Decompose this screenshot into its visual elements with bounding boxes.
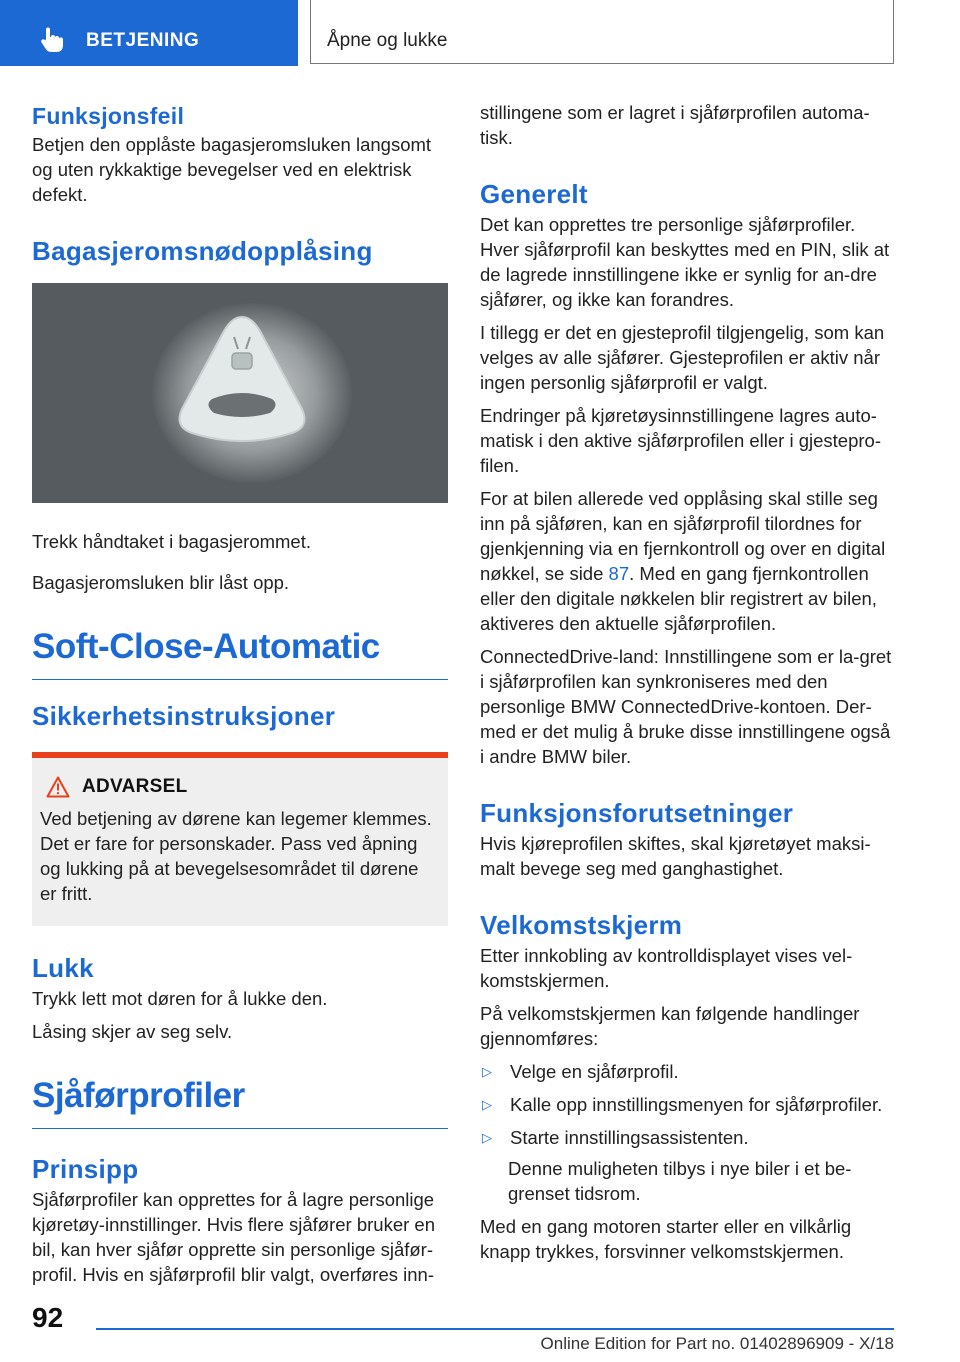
list-item-text: Starte innstillingsassistenten.: [510, 1127, 749, 1148]
page-reference-link[interactable]: 87: [608, 563, 630, 584]
warning-header: [46, 776, 440, 798]
emergency-step-2: Bagasjeromsluken blir låst opp.: [32, 572, 290, 593]
emergency-heading: Bagasjeromsnødopplåsing: [32, 236, 373, 266]
general-paragraph-1: Det kan opprettes tre personlige sjåførprofiler. Hver sjåførprofil kan beskyttes med en PIN, slik at de lagrede innstillingene ikke er synlig for an-dre sjåfører, og ikke kan forandres.: [480, 214, 890, 310]
page-header: [0, 0, 960, 66]
page-footer: [0, 1290, 960, 1362]
warning-triangle-icon: [46, 776, 70, 798]
general-p4-before: For at bilen allerede ved opplåsing skal stille seg inn på sjåføren, kan en sjåførprofil tilordnes for gjenkjenning via en fjernkontroll og over en digital nøkkel, se side: [480, 488, 886, 584]
list-item-text: Velge en sjåførprofil.: [510, 1061, 679, 1082]
warning-box: [32, 752, 448, 926]
warning-text: Ved betjening av dørene kan legemer klemmes. Det er fare for personskader. Pass ved åpning og lukking på at bevegelsesområdet til dørene er fritt.: [40, 808, 432, 904]
left-column: [32, 100, 448, 1287]
general-paragraph-5: ConnectedDrive-land: Innstillingene som er la-gret i sjåførprofilen kan synkroniseres med den personlige BMW ConnectedDrive-kontoen. Der-med er det mulig å bruke disse innstillingene også i andre BMW biler.: [480, 646, 892, 767]
close-heading: Lukk: [32, 953, 94, 983]
safety-heading: Sikkerhetsinstruksjoner: [32, 701, 336, 731]
general-paragraph-3: Endringer på kjøretøysinnstillingene lagres auto-matisk i den aktive sjåførprofilen eller i gjestepro-filen.: [480, 405, 881, 476]
section-tab[interactable]: [310, 0, 894, 64]
fault-text: Betjen den opplåste bagasjeromsluken langsomt og uten rykkaktige bevegelser ved en elektrisk defekt.: [32, 134, 432, 205]
edition-text: Online Edition for Part no. 01402896909 - X/18: [540, 1334, 894, 1353]
list-item: [480, 1059, 896, 1084]
list-item: [480, 1125, 896, 1150]
chapter-label: BETJENING: [86, 30, 200, 51]
warning-label: ADVARSEL: [82, 776, 188, 797]
triangle-bullet-icon: ▷: [482, 1130, 492, 1145]
emergency-step-1: Trekk håndtaket i bagasjerommet.: [32, 531, 311, 552]
chapter-tab[interactable]: [0, 0, 298, 66]
bullet-note: Denne muligheten tilbys i nye biler i et be-grenset tidsrom.: [508, 1158, 852, 1204]
prereq-text: Hvis kjøreprofilen skiftes, skal kjøretøyet maksi-malt bevege seg med ganghastighet.: [480, 833, 871, 879]
right-column: [480, 100, 896, 1264]
principle-continued: stillingene som er lagret i sjåførprofilen automa-tisk.: [480, 102, 870, 148]
release-handle-icon: [152, 309, 332, 459]
principle-text: Sjåførprofiler kan opprettes for å lagre personlige kjøretøy-innstillinger. Hvis flere sjåfører bruker en bil, kan hver sjåfør opprette sin personlige sjåfør-profil. Hvis en sjåførprofil blir valgt, overføres inn-: [32, 1189, 435, 1285]
section-label: Åpne og lukke: [327, 30, 448, 51]
list-item: [480, 1092, 896, 1117]
triangle-bullet-icon: ▷: [482, 1064, 492, 1079]
hand-pointer-icon: [38, 26, 66, 54]
softclose-heading: Soft-Close-Automatic: [32, 625, 448, 680]
close-text-1: Trykk lett mot døren for å lukke den.: [32, 988, 328, 1009]
triangle-bullet-icon: ▷: [482, 1097, 492, 1112]
welcome-paragraph-2: På velkomstskjermen kan følgende handlinger gjennomføres:: [480, 1003, 860, 1049]
general-paragraph-4: [480, 486, 896, 636]
profiles-heading: Sjåførprofiler: [32, 1074, 448, 1129]
general-p4-after: . Med en gang fjernkontrollen eller den digitale nøkkelen blir registrert av bilen, aktiveres den aktuelle sjåførprofilen.: [480, 563, 877, 634]
list-item-text: Kalle opp innstillingsmenyen for sjåførprofiler.: [510, 1094, 883, 1115]
page-number: 92: [32, 1302, 64, 1333]
close-text-2: Låsing skjer av seg selv.: [32, 1021, 233, 1042]
fault-heading: Funksjonsfeil: [32, 103, 185, 129]
general-heading: Generelt: [480, 179, 588, 209]
welcome-paragraph-3: Med en gang motoren starter eller en vilkårlig knapp trykkes, forsvinner velkomstskjermen.: [480, 1216, 852, 1262]
footer-divider: [96, 1328, 894, 1330]
welcome-heading: Velkomstskjerm: [480, 910, 683, 940]
trunk-release-handle-image: [32, 283, 448, 503]
prereq-heading: Funksjonsforutsetninger: [480, 798, 794, 828]
general-paragraph-2: I tillegg er det en gjesteprofil tilgjengelig, som kan velges av alle sjåfører. Gjesteprofilen er aktiv når ingen personlig sjåførprofil er valgt.: [480, 322, 885, 393]
principle-heading: Prinsipp: [32, 1154, 139, 1184]
welcome-paragraph-1: Etter innkobling av kontrolldisplayet vises vel-komstskjermen.: [480, 945, 853, 991]
